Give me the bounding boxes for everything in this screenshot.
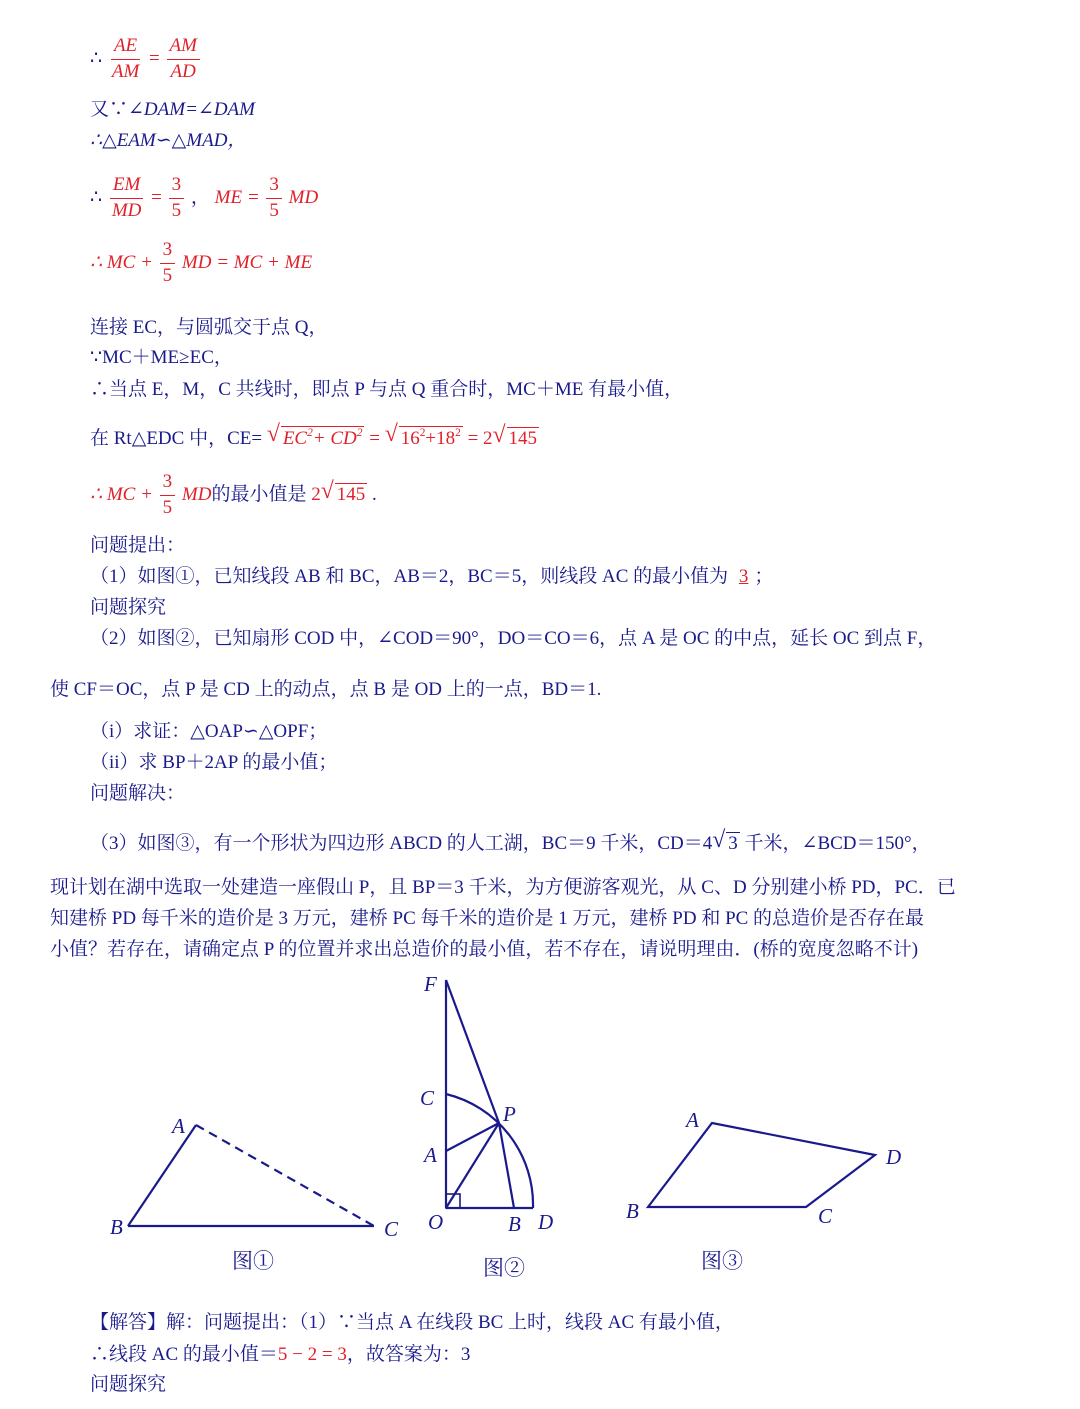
fig2-label-p: P [503,1102,516,1126]
sqrt-16-18: √ $16^2+18^2$ [385,426,463,448]
fig1-caption: 图① [232,1249,274,1273]
fig2-label-c: C [420,1086,435,1110]
question-3-line-1: （3）如图③，有一个形状为四边形 ABCD 的人工湖，BC＝9 千米，CD＝4√ 3 千米，∠BCD＝150°， [90,832,931,853]
figures-panel [0,965,1080,1295]
fraction-three-fifths: $\frac{3}{5}$ [160,472,176,519]
connect-ec-line: 连接 EC，与圆弧交于点 Q， [90,317,328,338]
fraction-denominator: AD [170,60,196,82]
fig2-label-f: F [424,972,437,996]
answer-line-2: ∴线段 AC 的最小值＝5 − 2 = 3，故答案为：3 [90,1344,471,1365]
therefore-symbol: ∴ [90,47,103,69]
heading-problem-explore: 问题探究 [90,597,167,618]
ce-computation-line: 在 Rt△EDC 中，CE= √ $EC^2+ CD^2$ = √ $16^2+18^2 = 2√$ 145 [90,426,539,448]
ratio-line-2: ∴ $\frac{EM}{MD}$ = $\frac{3}{5}$ ， ME = $\frac{3}{5}$ MD [90,174,319,221]
question-2-ii: （ii）求 BP＋2AP 的最小值； [90,752,338,773]
fig1-segment-ac-dashed [196,1125,374,1226]
sqrt-145-min: √ 145 [321,483,368,504]
fraction-numerator: AM [167,36,200,60]
ratio-line-1: ∴ $\frac{AE}{AM}$ = $\frac{AM}{AD}$ [90,36,202,83]
inequality-line: ∵MC＋ME≥EC， [90,347,233,368]
fig3-quadrilateral-abcd [648,1123,875,1207]
fraction-denominator: AM [111,60,140,82]
fig2-arc-cd [446,1094,533,1208]
fig3-caption: 图③ [701,1249,743,1273]
angle-equality-line: 又∵∠DAM=∠DAM [90,99,255,120]
question-1-answer: 3 [738,566,749,587]
min-value-line: ∴ MC + $\frac{3}{5}$ MD的最小值是 2√ 145 . [90,472,377,519]
fig2-label-o: O [428,1210,444,1234]
fig1-label-b: B [110,1215,123,1239]
fig1-segment-ab [128,1125,196,1226]
fraction-em-md: $\frac{EM}{MD}$ [111,174,142,221]
fig2-label-a: A [424,1143,437,1167]
fig3-label-b: B [626,1199,639,1223]
answer-line-1: 【解答】解：问题提出：（1）∵当点 A 在线段 BC 上时，线段 AC 有最小值， [90,1312,734,1333]
fraction-ae-am [109,36,142,83]
fraction-three-fifths: $\frac{3}{5}$ [266,175,282,222]
heading-problem-solve: 问题解决： [90,783,186,804]
answer-tag: 【解答】 [90,1312,167,1333]
fig2-label-b: B [508,1212,521,1236]
sqrt-ec-cd: √ $EC^2+ CD^2$ [267,426,365,448]
sqrt-3: √ 3 [712,832,740,853]
collinear-line: ∴当点 E，M，C 共线时，即点 P 与点 Q 重合时，MC＋ME 有最小值， [90,379,684,400]
fraction-numerator: AE [111,36,140,60]
fig1-label-c: C [384,1217,399,1241]
question-1: （1）如图①，已知线段 AB 和 BC，AB＝2，BC＝5，则线段 AC 的最小值为 3 ； [90,566,774,587]
heading-problem-raised: 问题提出： [90,535,186,556]
fig3-label-c: C [818,1204,833,1228]
fig3-label-a: A [686,1108,699,1132]
question-3-line-3: 知建桥 PD 每千米的造价是 3 万元，建桥 PC 每千米的造价是 1 万元，建桥 PD 和 PC 的总造价是否存在最 [50,908,925,929]
fig3-label-d: D [886,1145,902,1169]
fig2-segment-bp [499,1123,514,1208]
fig2-caption: 图② [483,1256,525,1280]
answer-line-3: 问题探究 [90,1374,167,1395]
question-2-line-1: （2）如图②，已知扇形 COD 中，∠COD＝90°，DO＝CO＝6，点 A 是 OC 的中点，延长 OC 到点 F， [90,628,937,649]
fig1-label-a: A [172,1114,185,1138]
question-2-line-2: 使 CF＝OC，点 P 是 CD 上的动点，点 B 是 OD 上的一点，BD＝1. [50,679,602,700]
fig2-segment-fp [446,980,499,1123]
fraction-three-fifths: $\frac{3}{5}$ [169,175,185,222]
question-2-i: （i）求证：△OAP∽△OPF； [90,721,328,742]
fraction-three-fifths: $\frac{3}{5}$ [160,240,176,287]
sum-equation-line: ∴ MC + $\frac{3}{5}$ MD = MC + ME [90,239,313,286]
fig2-label-d: D [538,1210,554,1234]
sqrt-145: √ 145 [493,427,540,448]
question-3-line-2: 现计划在湖中选取一处建造一座假山 P，且 BP＝3 千米，为方便游客观光，从 C、D 分别建小桥 PD，PC．已 [50,877,956,898]
fig2-segment-op [446,1123,499,1208]
fraction-am-ad [167,36,200,83]
similar-triangles-line: ∴△EAM∽△MAD， [90,130,247,151]
question-3-line-4: 小值？若存在，请确定点 P 的位置并求出总造价的最小值，若不存在，请说明理由．(桥的宽度忽略不计) [50,939,919,960]
